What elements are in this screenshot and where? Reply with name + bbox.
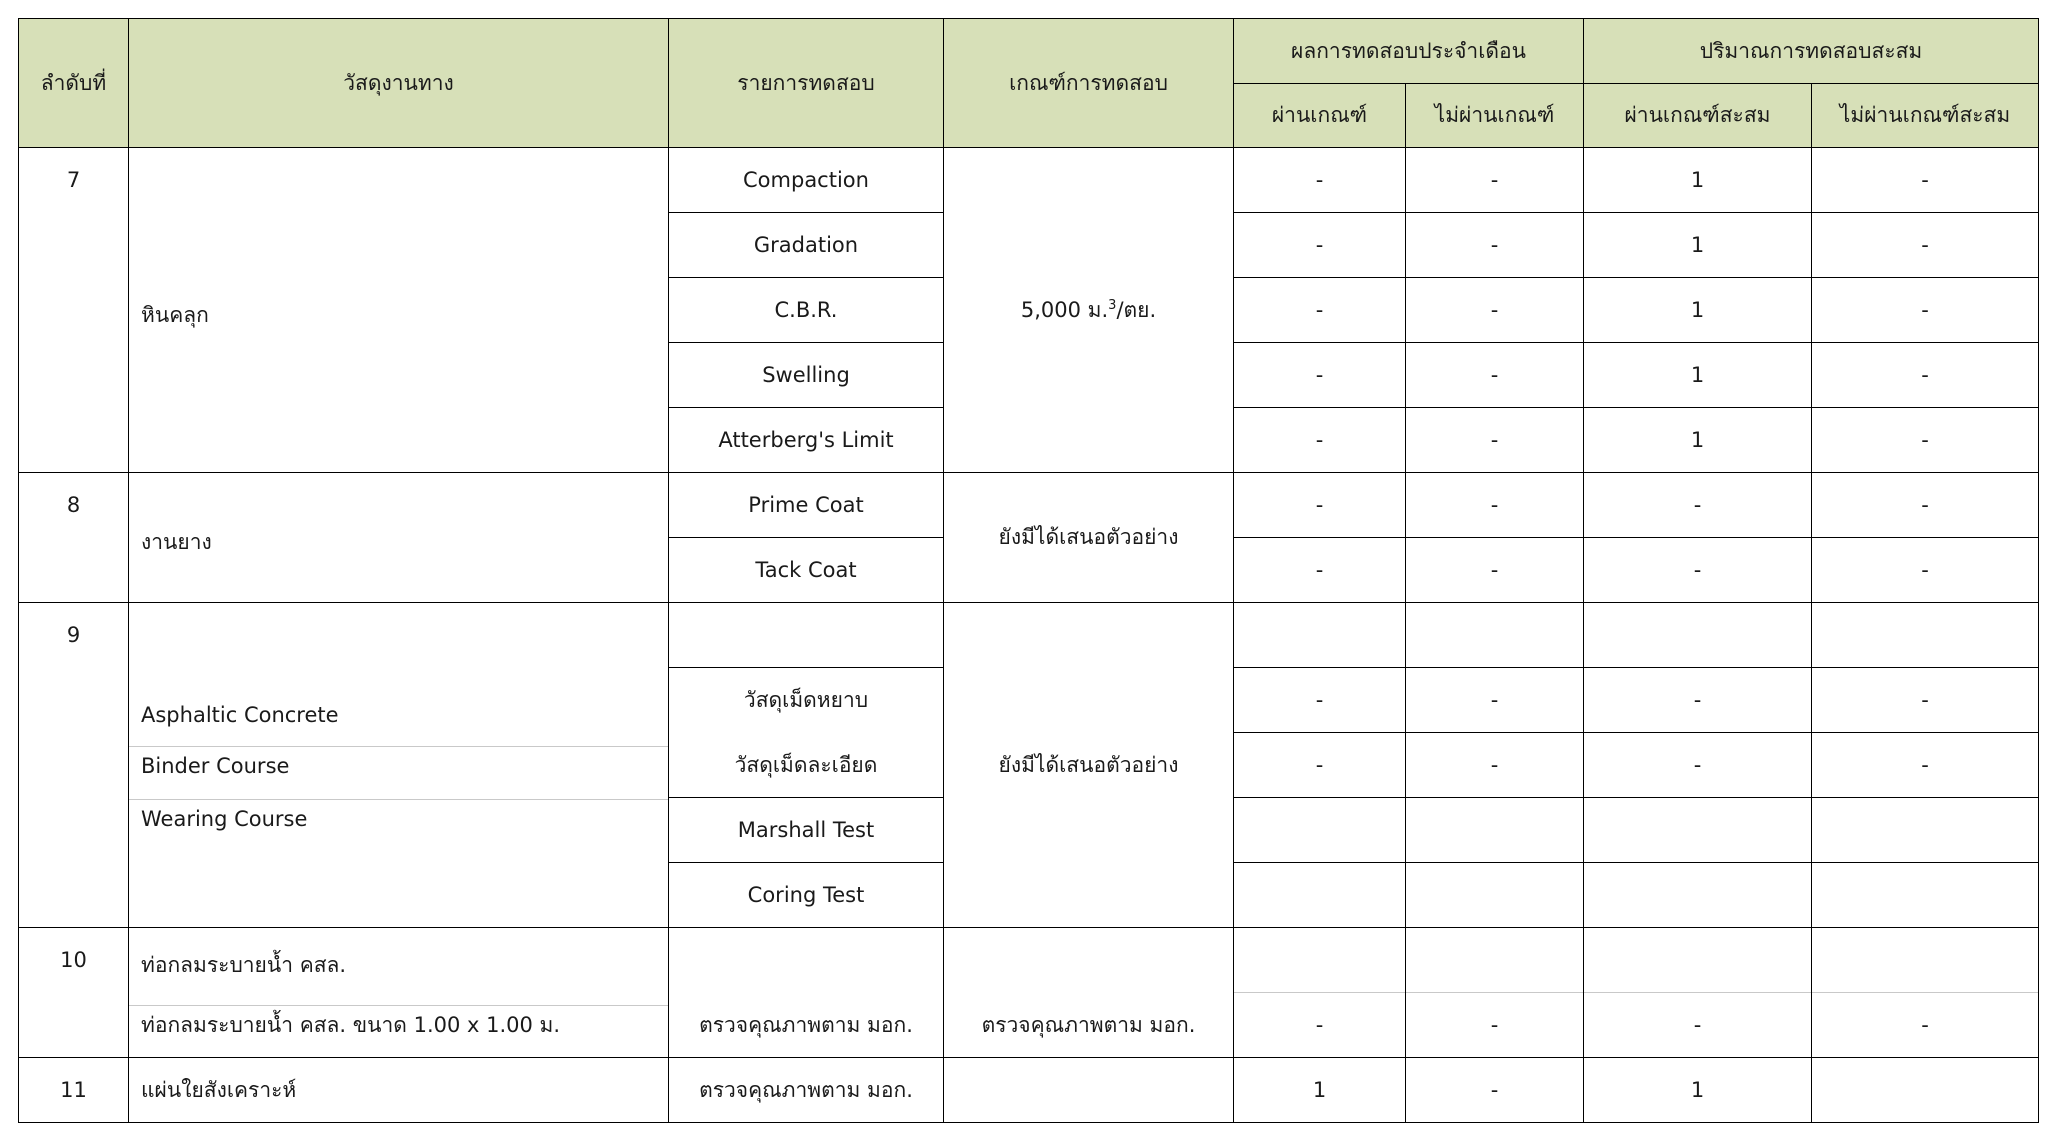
header-criteria: เกณฑ์การทดสอบ: [944, 19, 1234, 148]
monthly-fail: -: [1406, 343, 1584, 408]
table-row: [19, 1058, 2039, 1123]
row-material: [129, 928, 669, 993]
material-sub-label: Wearing Course: [129, 799, 668, 838]
header-monthly-group: ผลการทดสอบประจำเดือน: [1234, 19, 1584, 84]
test-item: ตรวจคุณภาพตาม มอก.: [669, 993, 944, 1058]
monthly-fail: -: [1406, 668, 1584, 733]
header-monthly-fail: ไม่ผ่านเกณฑ์: [1406, 83, 1584, 148]
cumulative-fail: -: [1812, 278, 2039, 343]
monthly-fail: -: [1406, 473, 1584, 538]
test-item-empty: [669, 928, 944, 993]
header-cumulative-fail: ไม่ผ่านเกณฑ์สะสม: [1812, 83, 2039, 148]
cumulative-fail: -: [1812, 148, 2039, 213]
cumulative-fail: [1812, 798, 2039, 863]
monthly-fail: -: [1406, 733, 1584, 798]
header-cumulative-group: ปริมาณการทดสอบสะสม: [1584, 19, 2039, 84]
table-row: [19, 928, 2039, 993]
header-cumulative-pass: ผ่านเกณฑ์สะสม: [1584, 83, 1812, 148]
row-no: 8: [19, 473, 129, 538]
criteria-empty: [944, 928, 1234, 993]
criteria-cell: ยังมีได้เสนอตัวอย่าง: [944, 603, 1234, 928]
row-no-continued: [19, 993, 129, 1058]
test-item: Compaction: [669, 148, 944, 213]
header-monthly-pass: ผ่านเกณฑ์: [1234, 83, 1406, 148]
row-no-continued: [19, 278, 129, 343]
criteria-cell: ยังมีได้เสนอตัวอย่าง: [944, 473, 1234, 603]
material-sub-label: Binder Course: [129, 746, 668, 785]
cumulative-fail: [1812, 1058, 2039, 1123]
table-header: [19, 19, 2039, 148]
monthly-pass: -: [1234, 343, 1406, 408]
cumulative-pass: 1: [1584, 213, 1812, 278]
material-label: Asphaltic Concrete: [141, 702, 339, 727]
header-test-item: รายการทดสอบ: [669, 19, 944, 148]
cumulative-pass: -: [1584, 473, 1812, 538]
cumulative-pass: -: [1584, 993, 1812, 1058]
monthly-pass: -: [1234, 408, 1406, 473]
monthly-pass: [1234, 603, 1406, 668]
cumulative-pass: 1: [1584, 343, 1812, 408]
cumulative-fail: [1812, 603, 2039, 668]
row-material: [129, 473, 669, 603]
cumulative-pass: 1: [1584, 278, 1812, 343]
cumulative-pass-empty: [1584, 928, 1812, 993]
row-no-continued: [19, 538, 129, 603]
row-no-continued: [19, 343, 129, 408]
cumulative-fail: -: [1812, 473, 2039, 538]
cumulative-fail: -: [1812, 213, 2039, 278]
row-no: 10: [19, 928, 129, 993]
header-no: ลำดับที่: [19, 19, 129, 148]
monthly-fail: -: [1406, 213, 1584, 278]
row-material: [129, 603, 669, 928]
cumulative-fail-empty: [1812, 928, 2039, 993]
monthly-fail: -: [1406, 993, 1584, 1058]
test-item: วัสดุเม็ดหยาบ: [669, 668, 944, 733]
monthly-pass: -: [1234, 668, 1406, 733]
test-item: Gradation: [669, 213, 944, 278]
test-item: Coring Test: [669, 863, 944, 928]
table-row: [19, 473, 2039, 538]
cumulative-fail: -: [1812, 538, 2039, 603]
cumulative-fail: -: [1812, 408, 2039, 473]
monthly-fail: [1406, 863, 1584, 928]
criteria-unit-tail: /ตย.: [1116, 297, 1157, 322]
monthly-fail: -: [1406, 148, 1584, 213]
monthly-pass: 1: [1234, 1058, 1406, 1123]
row-material: [129, 1058, 669, 1123]
row-no: 7: [19, 148, 129, 213]
monthly-pass: [1234, 798, 1406, 863]
criteria-cell: [944, 1058, 1234, 1123]
header-row-top: [19, 19, 2039, 84]
test-item: [669, 603, 944, 668]
monthly-fail: -: [1406, 408, 1584, 473]
cumulative-pass: [1584, 863, 1812, 928]
material-label: แผ่นใยสังเคราะห์: [141, 1077, 297, 1102]
monthly-fail: -: [1406, 538, 1584, 603]
test-item: Atterberg's Limit: [669, 408, 944, 473]
row-no-continued: [19, 798, 129, 863]
monthly-pass: -: [1234, 993, 1406, 1058]
criteria-cell: ตรวจคุณภาพตาม มอก.: [944, 993, 1234, 1058]
cumulative-fail: -: [1812, 993, 2039, 1058]
header-material: วัสดุงานทาง: [129, 19, 669, 148]
monthly-fail-empty: [1406, 928, 1584, 993]
row-no: 9: [19, 603, 129, 668]
material-sub-label: ท่อกลมระบายน้ำ คสล. ขนาด 1.00 x 1.00 ม.: [129, 1005, 668, 1044]
cumulative-fail: -: [1812, 343, 2039, 408]
cumulative-fail: [1812, 863, 2039, 928]
monthly-pass: -: [1234, 538, 1406, 603]
material-label: ท่อกลมระบายน้ำ คสล.: [141, 953, 347, 978]
monthly-pass: [1234, 863, 1406, 928]
test-item: Prime Coat: [669, 473, 944, 538]
row-no: 11: [19, 1058, 129, 1123]
table-row: [19, 148, 2039, 213]
row-material: [129, 148, 669, 473]
row-no-continued: [19, 408, 129, 473]
cumulative-pass: [1584, 798, 1812, 863]
test-item: ตรวจคุณภาพตาม มอก.: [669, 1058, 944, 1123]
row-material-detail: [129, 993, 669, 1058]
test-item: C.B.R.: [669, 278, 944, 343]
monthly-fail: -: [1406, 1058, 1584, 1123]
cumulative-pass: -: [1584, 538, 1812, 603]
monthly-pass: -: [1234, 213, 1406, 278]
material-test-summary-table: [18, 18, 2039, 1123]
test-item: Marshall Test: [669, 798, 944, 863]
monthly-pass: -: [1234, 278, 1406, 343]
test-item: วัสดุเม็ดละเอียด: [669, 733, 944, 798]
criteria-cell: [944, 148, 1234, 473]
criteria-superscript: 3: [1108, 297, 1117, 313]
monthly-pass: -: [1234, 733, 1406, 798]
table-row: [19, 603, 2039, 668]
material-label: งานยาง: [141, 530, 212, 555]
cumulative-pass: [1584, 603, 1812, 668]
test-item: Swelling: [669, 343, 944, 408]
monthly-pass: -: [1234, 473, 1406, 538]
cumulative-pass: 1: [1584, 1058, 1812, 1123]
row-no-continued: [19, 733, 129, 798]
cumulative-pass: -: [1584, 668, 1812, 733]
material-label: หินคลุก: [141, 302, 209, 327]
row-no-continued: [19, 213, 129, 278]
cumulative-fail: -: [1812, 668, 2039, 733]
table-row: [19, 993, 2039, 1058]
cumulative-fail: -: [1812, 733, 2039, 798]
test-item: Tack Coat: [669, 538, 944, 603]
row-no-continued: [19, 668, 129, 733]
monthly-pass-empty: [1234, 928, 1406, 993]
criteria-value: 5,000 ม.: [1020, 297, 1109, 322]
monthly-fail: -: [1406, 278, 1584, 343]
monthly-fail: [1406, 798, 1584, 863]
cumulative-pass: -: [1584, 733, 1812, 798]
table-body: [19, 148, 2039, 1123]
row-no-continued: [19, 863, 129, 928]
cumulative-pass: 1: [1584, 408, 1812, 473]
monthly-fail: [1406, 603, 1584, 668]
cumulative-pass: 1: [1584, 148, 1812, 213]
monthly-pass: -: [1234, 148, 1406, 213]
